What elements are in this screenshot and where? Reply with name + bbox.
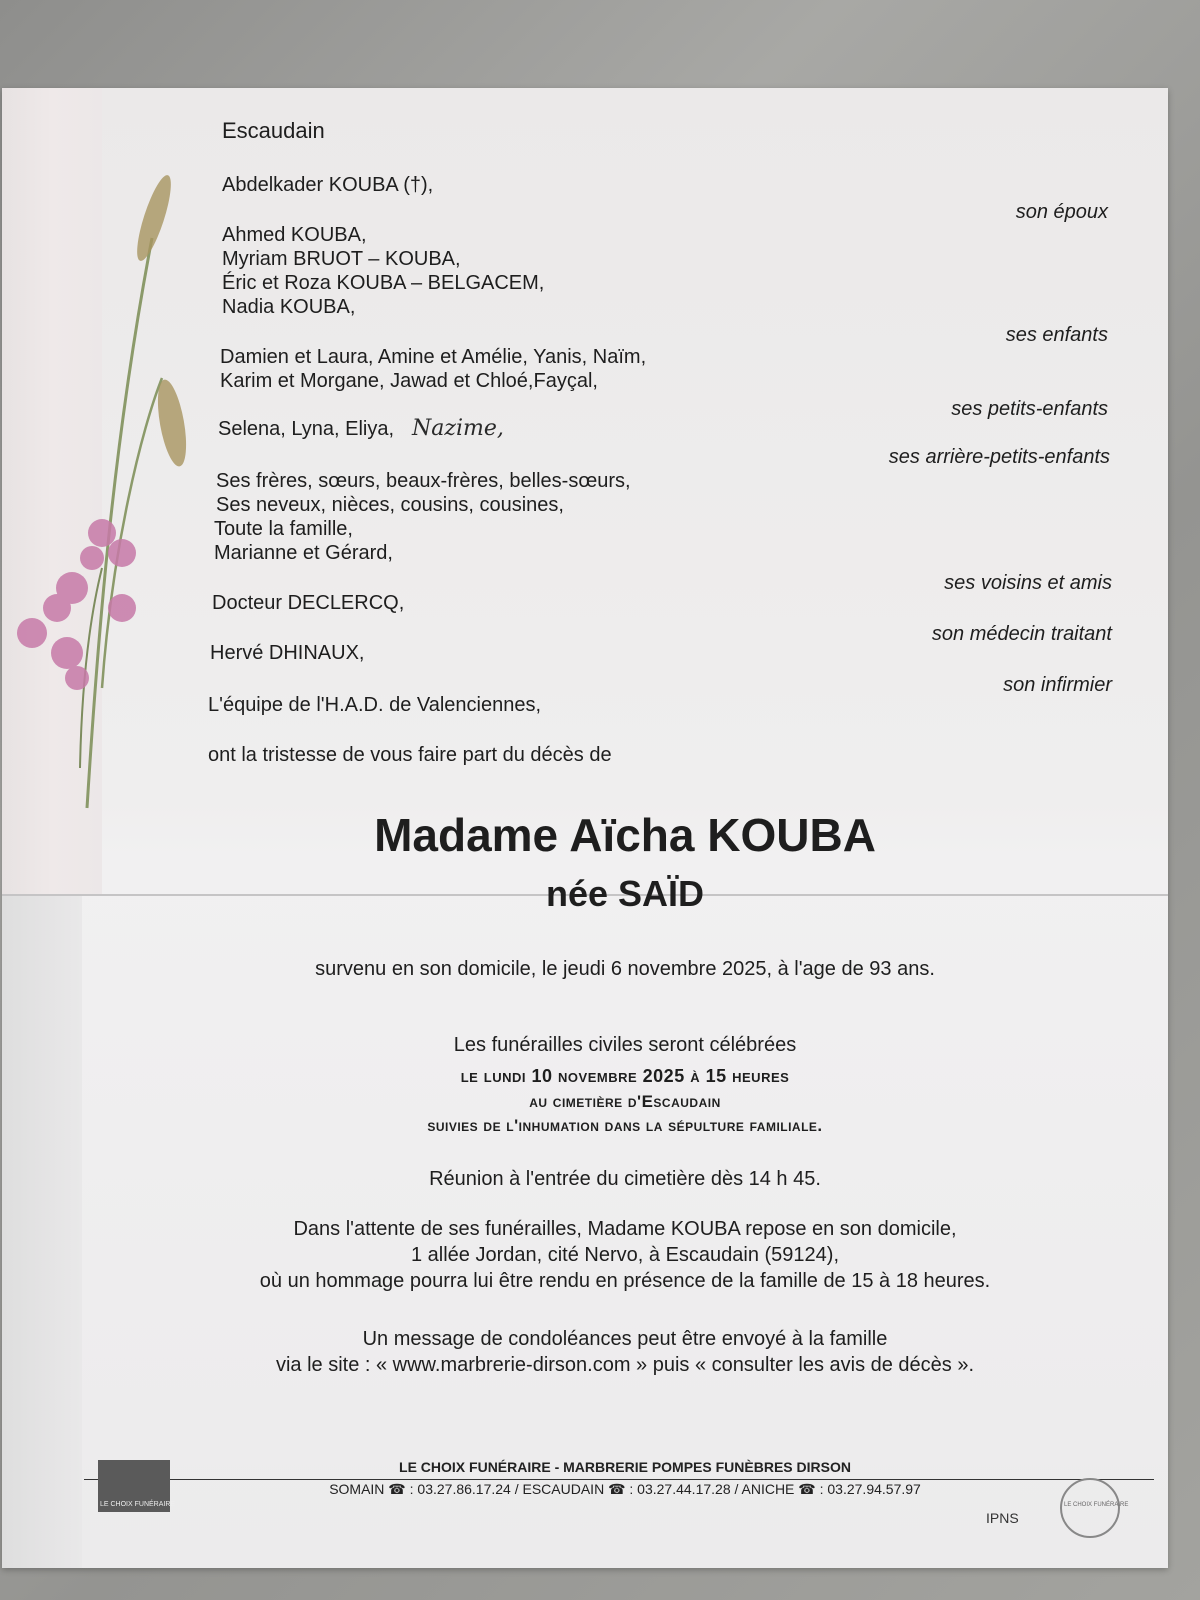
condolence-site: via le site : « www.marbrerie-dirson.com » puis « consulter les avis de décès ». [275,1354,975,1376]
family-name: Karim et Morgane, Jawad et Chloé,Fayçal, [220,370,598,392]
family-name: Damien et Laura, Amine et Amélie, Yanis, Naïm, [220,346,647,368]
family-name: Myriam BRUOT – KOUBA, [222,248,461,270]
family-name: Abdelkader KOUBA (†), [222,174,434,196]
resting-address: 1 allée Jordan, cité Nervo, à Escaudain (59124), [410,1244,840,1266]
handwritten-name: Nazime, [412,416,504,441]
relation-label: ses enfants [1005,324,1108,346]
relation-label: son médecin traitant [931,623,1112,645]
family-name: Ahmed KOUBA, [222,224,367,246]
maiden-name: née SAÏD [545,873,705,914]
family-name: Ses frères, sœurs, beaux-frères, belles-sœurs, [216,470,631,492]
relation-label: ses petits-enfants [951,398,1108,420]
family-name: Nadia KOUBA, [222,296,356,318]
family-name: Ses neveux, nièces, cousins, cousines, [216,494,564,516]
resting-line: Dans l'attente de ses funérailles, Madame KOUBA repose en son domicile, [293,1218,957,1240]
relation-label: son infirmier [1003,674,1112,696]
company-name: LE CHOIX FUNÉRAIRE - MARBRERIE POMPES FUNÈBRES DIRSON [399,1459,851,1475]
funeral-line: Les funérailles civiles seront célébrées [453,1034,797,1056]
funeral-burial: suivies de l'inhumation dans la sépulture familiale. [427,1116,823,1135]
intro-text: ont la tristesse de vous faire part du décès de [208,744,612,766]
ipns-mark: IPNS [986,1510,1019,1526]
family-name: Toute la famille, [214,518,353,540]
meeting-info: Réunion à l'entrée du cimetière dès 14 h 45. [429,1168,821,1190]
family-name: L'équipe de l'H.A.D. de Valenciennes, [208,694,542,716]
company-logo-left: LE CHOIX FUNÉRAIRE [98,1460,170,1512]
funeral-place: au cimetière d'Escaudain [529,1092,721,1111]
funeral-date: le lundi 10 novembre 2025 à 15 heures [460,1066,790,1086]
condolence-line: Un message de condoléances peut être envoyé à la famille [362,1328,888,1350]
family-name: Selena, Lyna, Eliya, [218,418,395,440]
resting-hours: où un hommage pourra lui être rendu en présence de la famille de 15 à 18 heures. [259,1270,991,1292]
relation-label: ses voisins et amis [944,572,1112,594]
relation-label: ses arrière-petits-enfants [888,446,1110,468]
family-name: Hervé DHINAUX, [210,642,365,664]
death-notice: survenu en son domicile, le jeudi 6 novembre 2025, à l'age de 93 ans. [315,958,935,980]
deceased-name: Madame Aïcha KOUBA [374,809,876,861]
company-logo-right: LE CHOIX FUNÉRAIRE [1060,1478,1120,1538]
company-phones: SOMAIN ☎ : 03.27.86.17.24 / ESCAUDAIN ☎ : 03.27.44.17.28 / ANICHE ☎ : 03.27.94.57.97 [329,1481,921,1497]
family-name: Docteur DECLERCQ, [212,592,405,614]
flower-wheat-illustration-icon [2,148,202,828]
family-name: Éric et Roza KOUBA – BELGACEM, [222,272,545,294]
decorative-side-strip-lower [2,896,82,1568]
obituary-card [2,88,1168,1568]
family-name: Marianne et Gérard, [214,542,393,564]
relation-label: son époux [1015,201,1108,223]
footer-divider [84,1479,1154,1480]
town-heading: Escaudain [222,118,325,143]
